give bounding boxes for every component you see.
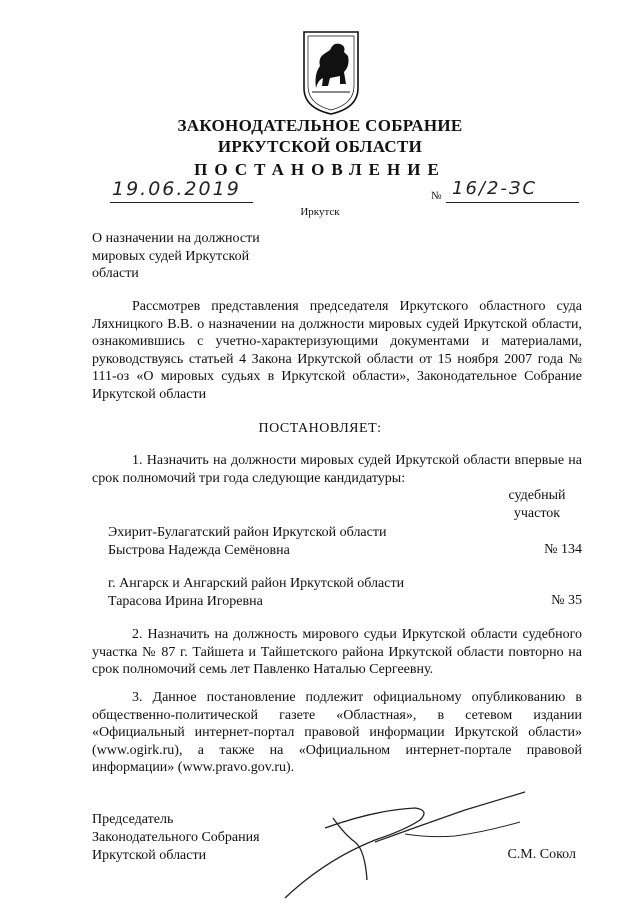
appointee-1-name: Быстрова Надежда Семёновна	[108, 543, 290, 558]
decree-heading: ПОСТАНОВЛЯЕТ:	[258, 421, 382, 436]
document-subject: О назначении на должности мировых судей Иркутской области	[92, 231, 260, 281]
signatory-role: Председатель Законодательного Собрания Иркутской области	[92, 812, 260, 863]
handwritten-signature	[255, 780, 535, 905]
signatory-name: С.М. Сокол	[507, 847, 576, 862]
date-underline	[110, 202, 253, 203]
plot-column-header: судебный участок	[508, 488, 566, 521]
appointee-2-name: Тарасова Ирина Игоревна	[108, 594, 263, 609]
preamble-paragraph: Рассмотрев представления председателя Иркутского областного суда Ляхницкого В.В. о назначении на должности мировых судей Иркутской области, ознакомившись с учетно-характеризующими документами и материалами, руководствуясь статьей 4 Закона Иркутской области от 15 ноября 2007 года № 111-оз «О мировых судьях в Иркутской области», Законодательное Собрание Иркутской области	[92, 299, 582, 402]
number-underline	[446, 202, 579, 203]
document-type: ПОСТАНОВЛЕНИЕ	[194, 160, 446, 179]
document-number: 16/2-ЗС	[452, 178, 538, 199]
item-1-paragraph: 1. Назначить на должности мировых судей Иркутской области впервые на срок полномочий три года следующие кандидатуры:	[92, 453, 582, 486]
coat-of-arms-icon	[300, 28, 362, 116]
document-date: 19.06.2019	[112, 178, 241, 200]
appointee-2-area: г. Ангарск и Ангарский район Иркутской области	[108, 576, 405, 591]
org-name-line1: ЗАКОНОДАТЕЛЬНОЕ СОБРАНИЕ	[177, 116, 463, 135]
appointee-1-area: Эхирит-Булагатский район Иркутской области	[108, 525, 387, 540]
item-2-paragraph: 2. Назначить на должность мирового судьи Иркутской области судебного участка № 87 г. Тайшета и Тайшетского района Иркутской области повторно на срок полномочий семь лет Павленко Наталью Сергеевну.	[92, 627, 582, 677]
org-name-line2: ИРКУТСКОЙ ОБЛАСТИ	[217, 137, 423, 156]
city: Иркутск	[300, 206, 340, 218]
number-label: №	[431, 190, 442, 202]
appointee-2-plot: № 35	[551, 593, 582, 608]
item-3-paragraph: 3. Данное постановление подлежит официальному опубликованию в общественно-политической газете «Областная», в сетевом издании «Официальный интернет-портал правовой информации Иркутской области» (www.ogirk.ru), а также на «Официальном интернет-портале правовой информации» (www.pravo.gov.ru).	[92, 690, 582, 775]
appointee-1-plot: № 134	[544, 542, 582, 557]
